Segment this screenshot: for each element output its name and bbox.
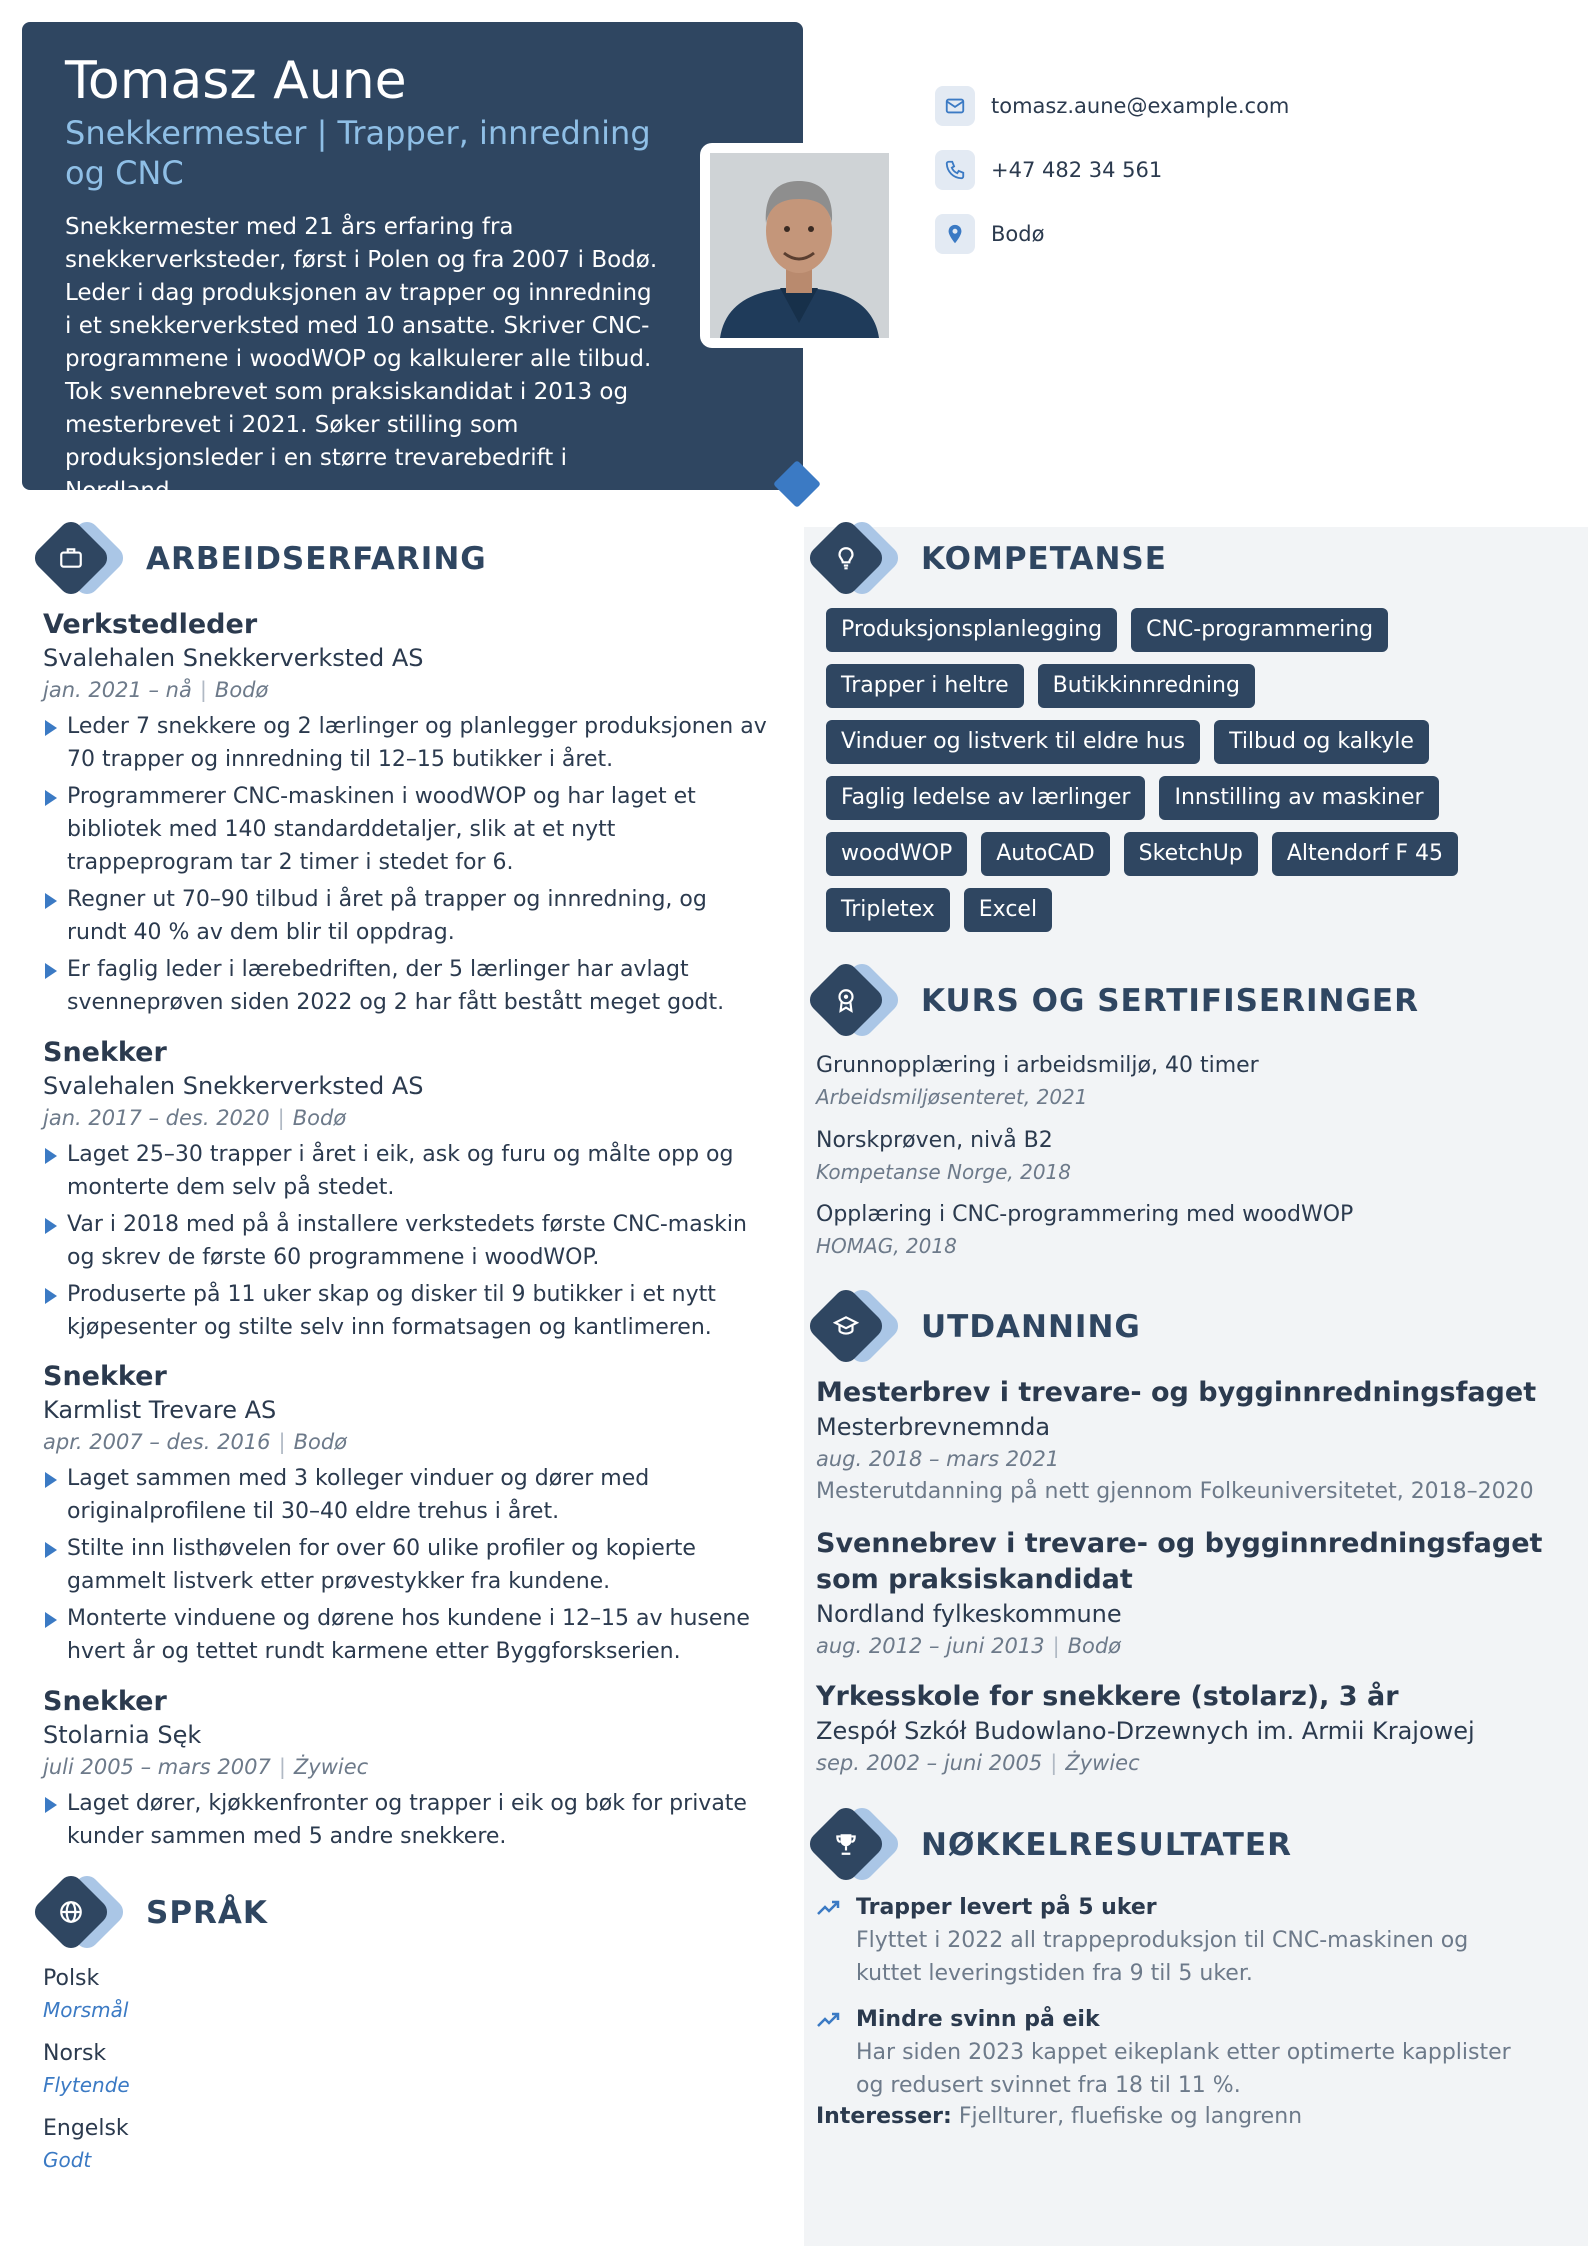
certification-name: Opplæring i CNC-programmering med woodWOP: [816, 1202, 1354, 1227]
certification-item: [816, 1199, 1353, 1261]
job-meta: apr. 2007 – des. 2016 | Bodø: [43, 1430, 348, 1454]
education-institution: Zespół Szkół Budowlano-Drzewnych im. Armii Krajowej: [816, 1717, 1475, 1745]
job-location: Bodø: [214, 678, 269, 702]
skill-chip: woodWOP: [826, 832, 967, 876]
certification-name: Grunnopplæring i arbeidsmiljø, 40 timer: [816, 1053, 1259, 1078]
profile-photo: [700, 143, 899, 348]
section-title: ARBEIDSERFARING: [146, 541, 487, 577]
education-dates: aug. 2018 – mars 2021: [816, 1447, 1060, 1471]
skill-chip: Vinduer og listverk til eldre hus: [826, 720, 1200, 764]
skill-chip: Faglig ledelse av lærlinger: [826, 776, 1145, 820]
job-company: Svalehalen Snekkerverksted AS: [43, 644, 424, 672]
trending-up-icon: [816, 1898, 842, 1918]
contact-location: [935, 214, 1044, 254]
education-degree: Mesterbrev i trevare- og bygginnredningsfaget: [816, 1377, 1537, 1408]
section-achievements-heading: [805, 1808, 1292, 1882]
job-location: Bodø: [293, 1430, 348, 1454]
certification-issuer: Arbeidsmiljøsenteret, 2021: [816, 1085, 1088, 1109]
language-name: Polsk: [43, 1966, 100, 1991]
job-entry: [43, 1036, 773, 1344]
interests-label: Interesser:: [816, 2104, 952, 2129]
language-level: Flytende: [43, 2073, 130, 2097]
section-title: UTDANNING: [921, 1309, 1141, 1345]
candidate-name: Tomasz Aune: [65, 51, 407, 111]
job-company: Stolarnia Sęk: [43, 1721, 202, 1749]
job-entry: [43, 1360, 773, 1668]
job-bullet: Var i 2018 med på å installere verkstedets første CNC-maskin og skrev de første 60 programmene i woodWOP.: [43, 1208, 773, 1274]
mail-icon: [935, 86, 975, 126]
certification-item: [816, 1125, 1071, 1187]
job-bullet: Laget dører, kjøkkenfronter og trapper i eik og bøk for private kunder sammen med 5 andre snekkere.: [43, 1787, 773, 1853]
section-education-heading: [805, 1290, 1141, 1364]
job-bullet: Laget 25–30 trapper i året i eik, ask og furu og målte opp og monterte dem selv på stedet.: [43, 1138, 773, 1204]
skills-list: [826, 608, 1466, 932]
language-name: Engelsk: [43, 2116, 129, 2141]
location-text: Bodø: [991, 222, 1045, 246]
avatar: [710, 153, 889, 338]
phone-icon: [935, 150, 975, 190]
achievement-item: [816, 1892, 1516, 1990]
achievement-title: Trapper levert på 5 uker: [856, 1895, 1157, 1920]
job-company: Karmlist Trevare AS: [43, 1396, 277, 1424]
briefcase-icon: [30, 522, 126, 596]
profile-summary: Snekkermester med 21 års erfaring fra snekkerverksteder, først i Polen og fra 2007 i Bodø. Leder i dag produksjonen av trapper og innredning i et snekkerverksted med 10 ansatte. Skriver CNC-programmene i woodWOP og kalkulerer alle tilbud. Tok svennebrevet som praksiskandidat i 2013 og mesterbrevet i 2021. Søker stilling som produksjonsleder i en større trevarebedrift i Nordland.: [65, 214, 658, 504]
section-title: SPRÅK: [146, 1895, 268, 1931]
education-item: [816, 1526, 1546, 1662]
headline: Snekkermester | Trapper, innredning og CNC: [65, 114, 651, 192]
job-bullet: Monterte vinduene og dørene hos kundene i 12–15 av husene hvert år og tettet rundt karmene etter Byggforskserien.: [43, 1602, 773, 1668]
job-bullet: Programmerer CNC-maskinen i woodWOP og har laget et bibliotek med 140 standarddetaljer, slik at et nytt trappeprogram tar 2 timer i stedet for 6.: [43, 780, 773, 879]
job-dates: juli 2005 – mars 2007: [43, 1755, 271, 1779]
language-item: [43, 1963, 128, 2025]
skill-chip: AutoCAD: [981, 832, 1109, 876]
language-level: Godt: [43, 2148, 92, 2172]
skill-chip: CNC-programmering: [1131, 608, 1388, 652]
certification-name: Norskprøven, nivå B2: [816, 1128, 1053, 1153]
certification-item: [816, 1050, 1259, 1112]
job-bullet: Er faglig leder i lærebedriften, der 5 lærlinger har avlagt svenneprøven siden 2022 og 2 har fått bestått meget godt.: [43, 953, 773, 1019]
job-bullet: Produserte på 11 uker skap og disker til 9 butikker i et nytt kjøpesenter og stilte selv inn formatsagen og kantlimeren.: [43, 1278, 773, 1344]
phone-text: +47 482 34 561: [991, 158, 1163, 182]
job-dates: jan. 2017 – des. 2020: [43, 1106, 270, 1130]
skill-chip: Trapper i heltre: [826, 664, 1024, 708]
section-skills-heading: [805, 522, 1167, 596]
job-entry: [43, 1685, 773, 1853]
job-meta: jan. 2017 – des. 2020 | Bodø: [43, 1106, 347, 1130]
header-panel: [22, 22, 803, 504]
skill-chip: Tripletex: [826, 888, 950, 932]
language-name: Norsk: [43, 2041, 107, 2066]
globe-icon: [30, 1876, 126, 1950]
education-note: Mesterutdanning på nett gjennom Folkeuniversitetet, 2018–2020: [816, 1479, 1534, 1504]
section-languages-heading: [30, 1876, 268, 1950]
job-location: Bodø: [292, 1106, 347, 1130]
education-degree: Svennebrev i trevare- og bygginnredningsfaget som praksiskandidat: [816, 1528, 1543, 1595]
job-entry: [43, 608, 773, 1019]
job-dates: jan. 2021 – nå: [43, 678, 192, 702]
job-bullet: Stilte inn listhøvelen for over 60 ulike profiler og kopierte gammelt listverk etter prøvestykker fra kundene.: [43, 1532, 773, 1598]
education-institution: Nordland fylkeskommune: [816, 1600, 1122, 1628]
location-pin-icon: [935, 214, 975, 254]
job-dates: apr. 2007 – des. 2016: [43, 1430, 271, 1454]
section-title: KOMPETANSE: [921, 541, 1167, 577]
job-title: Snekker: [43, 1037, 167, 1068]
language-item: [43, 2038, 130, 2100]
contact-phone[interactable]: [935, 150, 1162, 190]
achievement-description: Flyttet i 2022 all trappeproduksjon til CNC-maskinen og kuttet leveringstiden fra 9 til 5 uker.: [856, 1928, 1469, 1986]
education-institution: Mesterbrevnemnda: [816, 1413, 1051, 1441]
education-meta: aug. 2012 – juni 2013 | Bodø: [816, 1634, 1122, 1658]
trophy-icon: [805, 1808, 901, 1882]
contact-email[interactable]: [935, 86, 1289, 126]
job-company: Svalehalen Snekkerverksted AS: [43, 1072, 424, 1100]
education-item: [816, 1375, 1546, 1508]
skill-chip: Produksjonsplanlegging: [826, 608, 1117, 652]
job-bullet: Regner ut 70–90 tilbud i året på trapper og innredning, og rundt 40 % av dem blir til oppdrag.: [43, 883, 773, 949]
section-certifications-heading: [805, 964, 1419, 1038]
email-text: tomasz.aune@example.com: [991, 94, 1290, 118]
education-degree: Yrkesskole for snekkere (stolarz), 3 år: [816, 1681, 1399, 1712]
section-experience-heading: [30, 522, 487, 596]
job-title: Snekker: [43, 1361, 167, 1392]
section-title: KURS OG SERTIFISERINGER: [921, 983, 1419, 1019]
lightbulb-icon: [805, 522, 901, 596]
graduation-cap-icon: [805, 1290, 901, 1364]
skill-chip: Excel: [964, 888, 1052, 932]
job-title: Snekker: [43, 1686, 167, 1717]
certification-issuer: Kompetanse Norge, 2018: [816, 1160, 1072, 1184]
skill-chip: Butikkinnredning: [1038, 664, 1255, 708]
education-meta: sep. 2002 – juni 2005 | Żywiec: [816, 1751, 1140, 1775]
education-item: [816, 1679, 1546, 1779]
interests-text: Fjellturer, fluefiske og langrenn: [958, 2104, 1303, 2129]
job-meta: jan. 2021 – nå | Bodø: [43, 678, 269, 702]
certification-issuer: HOMAG, 2018: [816, 1234, 957, 1258]
job-meta: juli 2005 – mars 2007 | Żywiec: [43, 1755, 369, 1779]
skill-chip: Tilbud og kalkyle: [1214, 720, 1429, 764]
job-location: Żywiec: [293, 1755, 369, 1779]
job-bullet: Leder 7 snekkere og 2 lærlinger og planlegger produksjonen av 70 trapper og innredning til 12–15 butikker i året.: [43, 710, 773, 776]
job-title: Verkstedleder: [43, 609, 258, 640]
language-item: [43, 2113, 129, 2175]
achievement-description: Har siden 2023 kappet eikeplank etter optimerte kapplister og redusert svinnet fra 18 til 11 %.: [856, 2040, 1511, 2098]
skill-chip: Innstilling av maskiner: [1159, 776, 1438, 820]
trending-up-icon: [816, 2010, 842, 2030]
skill-chip: SketchUp: [1124, 832, 1258, 876]
section-title: NØKKELRESULTATER: [921, 1827, 1292, 1863]
interests-line: [816, 2101, 1302, 2133]
language-level: Morsmål: [43, 1998, 129, 2022]
achievement-title: Mindre svinn på eik: [856, 2007, 1100, 2032]
skill-chip: Altendorf F 45: [1272, 832, 1458, 876]
award-icon: [805, 964, 901, 1038]
achievement-item: [816, 2004, 1516, 2102]
job-bullet: Laget sammen med 3 kolleger vinduer og dører med originalprofilene til 30–40 eldre trehus i året.: [43, 1462, 773, 1528]
